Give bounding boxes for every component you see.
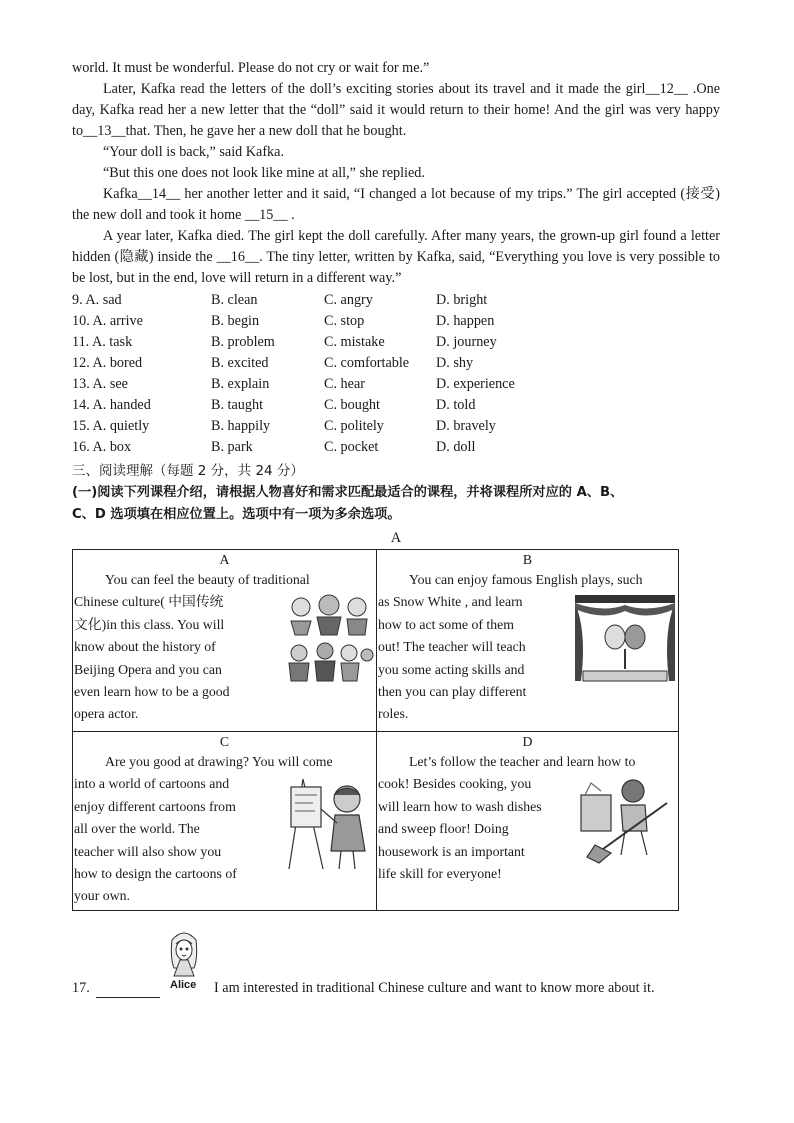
- option-a: 14. A. handed: [72, 397, 151, 413]
- option-a: 9. A. sad: [72, 292, 122, 308]
- option-b: B. happily: [211, 418, 271, 434]
- course-card-c: [73, 732, 376, 910]
- option-row-15: [72, 416, 720, 437]
- course-text-line: into a world of cartoons and: [74, 776, 230, 792]
- option-b: B. park: [211, 439, 253, 455]
- course-text-line: your own.: [74, 888, 130, 904]
- course-card-a: [73, 550, 376, 732]
- section-title: 三、阅读理解（每题 2 分，共 24 分）: [72, 463, 304, 479]
- course-letter: B: [522, 552, 533, 567]
- option-a: 12. A. bored: [72, 355, 143, 371]
- option-c: C. politely: [324, 418, 384, 434]
- theater-stage-image: [573, 591, 677, 691]
- course-text-line: teacher will also show you: [74, 843, 222, 859]
- course-text-line: 文化)in this class. You will: [74, 616, 225, 632]
- option-d: D. doll: [436, 439, 476, 455]
- course-text-line: out! The teacher will teach: [378, 639, 526, 655]
- option-b: B. begin: [211, 313, 260, 329]
- option-b: B. excited: [211, 355, 269, 371]
- course-text-line: roles.: [378, 706, 409, 722]
- option-d: D. shy: [436, 355, 474, 371]
- question-17: [72, 980, 732, 1004]
- story-paragraph-3: “But this one does not look like mine at all,” she replied.: [103, 165, 425, 181]
- course-text-line: Let’s follow the teacher and learn how to: [409, 754, 636, 769]
- course-letter: A: [219, 552, 230, 567]
- girl-drawing-image: [279, 773, 375, 873]
- course-card-b: [376, 550, 678, 732]
- option-d: D. told: [436, 397, 476, 413]
- course-text-line: how to design the cartoons of: [74, 866, 237, 882]
- option-row-16: [72, 437, 720, 458]
- option-d: D. happen: [436, 313, 495, 329]
- course-text-line: You can feel the beauty of traditional: [105, 572, 310, 587]
- options-list: [72, 290, 720, 458]
- question-text: I am interested in traditional Chinese culture and want to know more about it.: [214, 980, 655, 996]
- course-text-line: you some acting skills and: [378, 661, 525, 677]
- answer-blank[interactable]: [96, 997, 160, 998]
- course-letter: D: [522, 734, 533, 749]
- course-text-line: opera actor.: [74, 706, 139, 722]
- option-c: C. comfortable: [324, 355, 410, 371]
- course-card-d: [376, 732, 678, 910]
- option-c: C. angry: [324, 292, 373, 308]
- course-text-line: then you can play different: [378, 684, 527, 700]
- option-row-12: [72, 353, 720, 374]
- option-c: C. bought: [324, 397, 380, 413]
- course-text-line: Chinese culture( 中国传统: [74, 594, 224, 610]
- course-text-line: cook! Besides cooking, you: [378, 776, 532, 792]
- option-d: D. bright: [436, 292, 488, 308]
- course-text-line: know about the history of: [74, 639, 216, 655]
- option-c: C. mistake: [324, 334, 385, 350]
- alice-name-label: Alice: [170, 979, 197, 991]
- course-text-line: all over the world. The: [74, 821, 200, 837]
- passage-letter: A: [390, 530, 402, 546]
- option-a: 16. A. box: [72, 439, 132, 455]
- option-b: B. explain: [211, 376, 270, 392]
- course-text-line: Are you good at drawing? You will come: [105, 754, 333, 769]
- option-row-14: [72, 395, 720, 416]
- instruction-line-2: C、D 选项填在相应位置上。选项中有一项为多余选项。: [72, 507, 401, 522]
- story-paragraph-1: Later, Kafka read the letters of the doll’s exciting stories about its travel and it made the girl__12__ .One day, Kafka read her a new letter that the “doll” said it would return to their home! And the girl was very happy to__13__that. Then, he gave her a new doll that he bought.: [72, 81, 720, 139]
- option-row-10: [72, 311, 720, 332]
- option-row-9: [72, 290, 720, 311]
- story-continue-line: world. It must be wonderful. Please do not cry or wait for me.”: [72, 60, 430, 76]
- course-text-line: will learn how to wash dishes: [378, 798, 542, 814]
- course-text-line: life skill for everyone!: [378, 866, 502, 882]
- document-page: [72, 58, 720, 911]
- option-row-11: [72, 332, 720, 353]
- course-text-line: how to act some of them: [378, 616, 515, 632]
- option-row-13: [72, 374, 720, 395]
- option-d: D. bravely: [436, 418, 496, 434]
- story-paragraph-4: Kafka__14__ her another letter and it said, “I changed a lot because of my trips.” The girl accepted (接受) the new doll and took it home __15__ .: [72, 186, 720, 223]
- option-a: 11. A. task: [72, 334, 133, 350]
- option-c: C. pocket: [324, 439, 379, 455]
- course-text-line: enjoy different cartoons from: [74, 798, 236, 814]
- beijing-opera-figures-image: [285, 591, 375, 687]
- option-d: D. experience: [436, 376, 515, 392]
- option-a: 15. A. quietly: [72, 418, 150, 434]
- option-a: 10. A. arrive: [72, 313, 143, 329]
- boy-sweeping-image: [577, 773, 677, 865]
- story-paragraph-2: “Your doll is back,” said Kafka.: [103, 144, 284, 160]
- course-letter: C: [219, 734, 230, 749]
- option-d: D. journey: [436, 334, 497, 350]
- course-text-line: You can enjoy famous English plays, such: [409, 572, 643, 587]
- instruction-line-1: (一)阅读下列课程介绍，请根据人物喜好和需求匹配最适合的课程，并将课程所对应的 A、B、: [72, 485, 624, 500]
- story-paragraph-5: A year later, Kafka died. The girl kept the doll carefully. After many years, the grown-up girl found a letter hidden (隐藏) inside the __16__. The tiny letter, written by Kafka, said, “Everything you love is very possible to be lost, but in the end, love will return in a different way.”: [72, 228, 720, 286]
- option-a: 13. A. see: [72, 376, 128, 392]
- question-number: 17.: [72, 980, 90, 996]
- option-c: C. stop: [324, 313, 365, 329]
- course-text-line: as Snow White , and learn: [378, 594, 523, 610]
- option-c: C. hear: [324, 376, 365, 392]
- course-text-line: even learn how to be a good: [74, 684, 230, 700]
- option-b: B. taught: [211, 397, 264, 413]
- course-text-line: housework is an important: [378, 843, 525, 859]
- course-text-line: and sweep floor! Doing: [378, 821, 509, 837]
- course-text-line: Beijing Opera and you can: [74, 661, 222, 677]
- option-b: B. clean: [211, 292, 258, 308]
- option-b: B. problem: [211, 334, 275, 350]
- course-grid: [72, 549, 679, 911]
